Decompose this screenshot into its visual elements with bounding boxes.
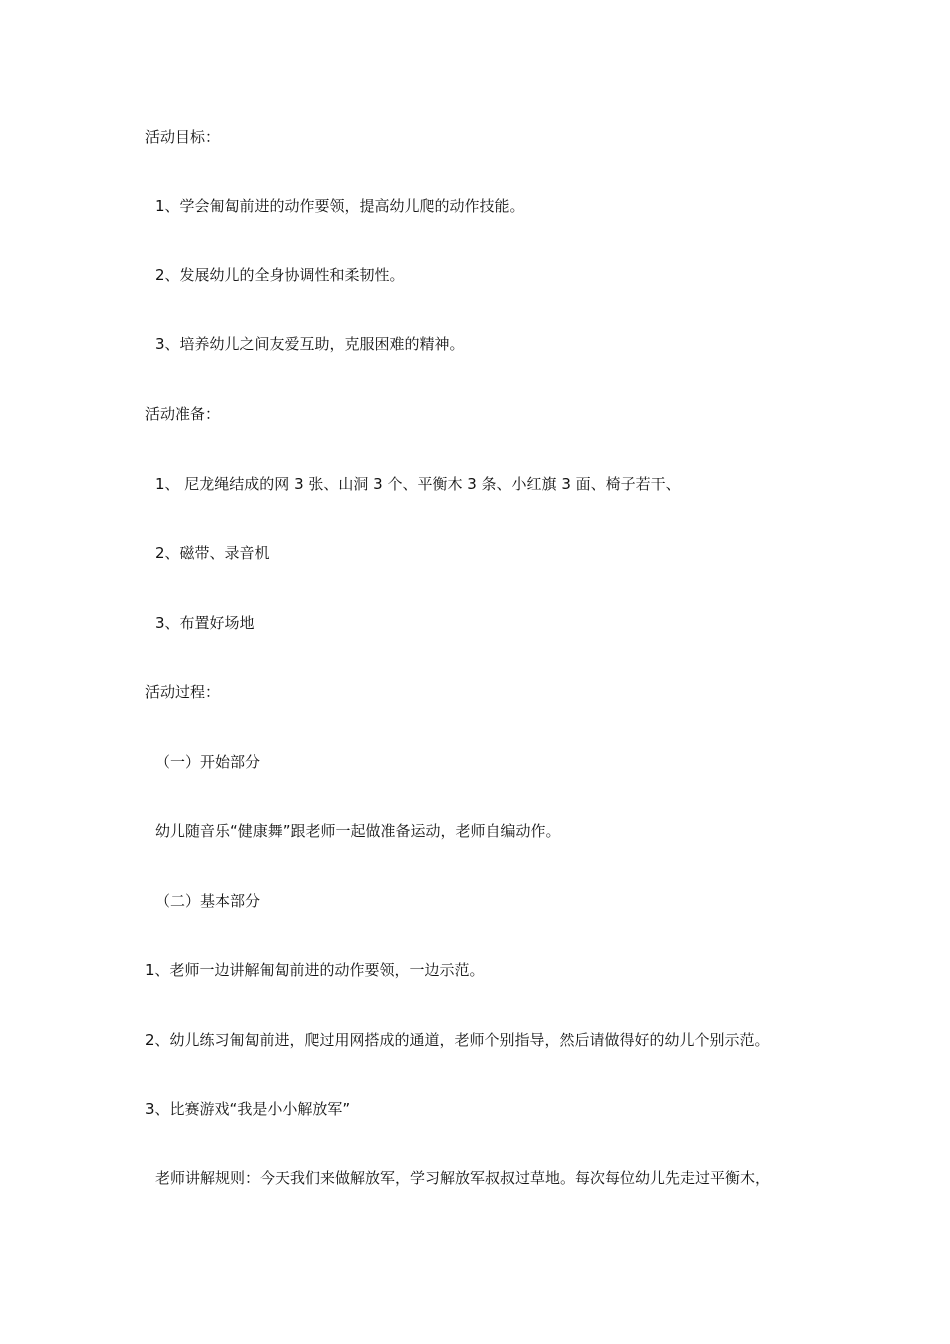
process-item-3: 3、比赛游戏“我是小小解放军” [145, 1100, 351, 1118]
section-heading-goals: 活动目标： [145, 128, 221, 146]
goal-item-1: 1、学会匍匐前进的动作要领，提高幼儿爬的动作技能。 [155, 197, 525, 215]
process-item-1: 1、老师一边讲解匍匐前进的动作要领，一边示范。 [145, 961, 485, 979]
paragraph-rules: 老师讲解规则：今天我们来做解放军，学习解放军叔叔过草地。每次每位幼儿先走过平衡木， [155, 1169, 771, 1187]
goal-item-3: 3、培养幼儿之间友爱互助，克服困难的精神。 [155, 335, 465, 353]
process-item-2: 2、幼儿练习匍匐前进，爬过用网搭成的通道，老师个别指导，然后请做得好的幼儿个别示范。 [145, 1031, 770, 1049]
paragraph-warmup: 幼儿随音乐“健康舞”跟老师一起做准备运动，老师自编动作。 [155, 822, 561, 840]
preparation-item-1: 1、 尼龙绳结成的网 3 张、山洞 3 个、平衡木 3 条、小红旗 3 面、椅子若干、 [155, 475, 681, 493]
section-heading-process: 活动过程： [145, 683, 221, 701]
preparation-item-3: 3、布置好场地 [155, 614, 255, 632]
subsection-heading-start: （一）开始部分 [155, 753, 261, 771]
preparation-item-2: 2、磁带、录音机 [155, 544, 270, 562]
subsection-heading-basic: （二）基本部分 [155, 892, 261, 910]
section-heading-preparation: 活动准备： [145, 405, 221, 423]
goal-item-2: 2、发展幼儿的全身协调性和柔韧性。 [155, 266, 405, 284]
